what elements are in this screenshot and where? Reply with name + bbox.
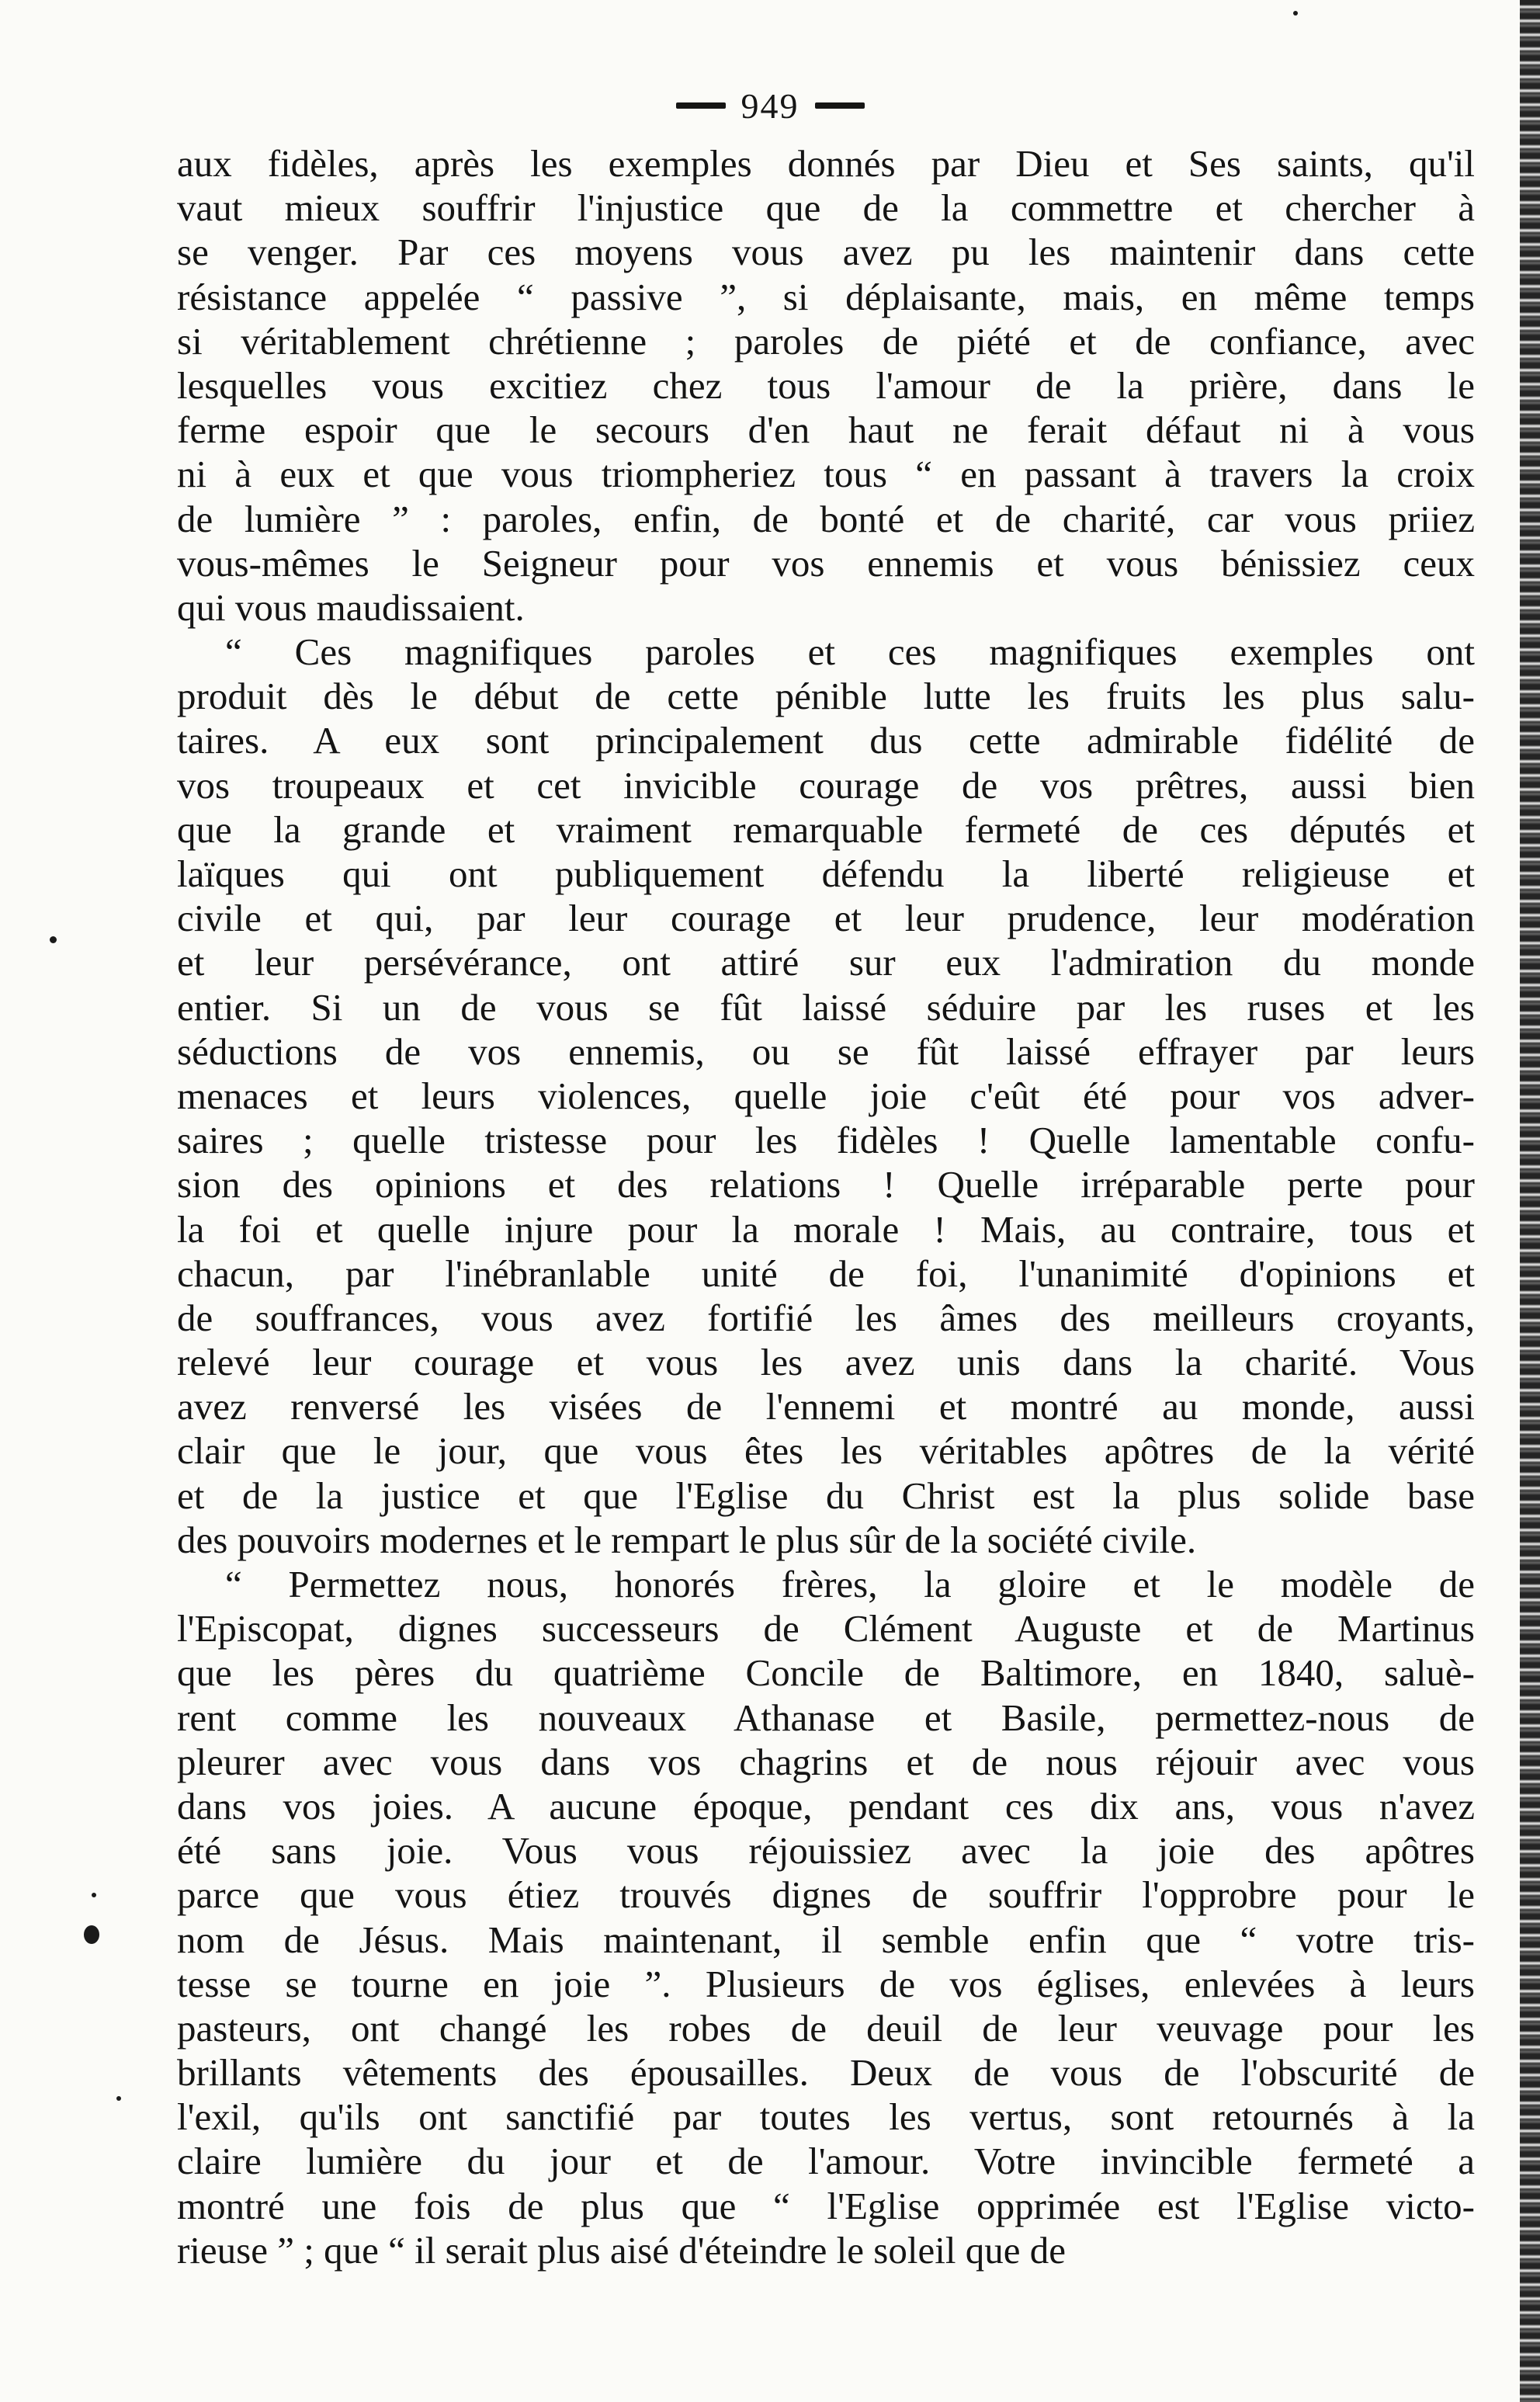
text-line: de souffrances, vous avez fortifié les âmes des meilleurs croyants, <box>177 1296 1475 1339</box>
text-line: la foi et quelle injure pour la morale ! Mais, au contraire, tous et <box>177 1207 1475 1251</box>
text-line: montré une fois de plus que “ l'Eglise opprimée est l'Eglise victo- <box>177 2184 1475 2227</box>
text-line: de lumière ” : paroles, enfin, de bonté et de charité, car vous priiez <box>177 497 1475 540</box>
text-line: avez renversé les visées de l'ennemi et montré au monde, aussi <box>177 1385 1475 1428</box>
text-line: qui vous maudissaient. <box>177 585 525 629</box>
text-line: rent comme les nouveaux Athanase et Basile, permettez-nous de <box>177 1696 1475 1739</box>
ink-speck <box>84 1925 99 1944</box>
text-line: lesquelles vous excitiez chez tous l'amour de la prière, dans le <box>177 363 1475 407</box>
text-line: que la grande et vraiment remarquable fermeté de ces députés et <box>177 807 1475 851</box>
text-line: pleurer avec vous dans vos chagrins et de nous réjouir avec vous <box>177 1740 1475 1783</box>
text-line: et de la justice et que l'Eglise du Christ est la plus solide base <box>177 1473 1475 1517</box>
text-line: relevé leur courage et vous les avez unis dans la charité. Vous <box>177 1341 1475 1384</box>
text-line: clair que le jour, que vous êtes les véritables apôtres de la vérité <box>177 1429 1475 1473</box>
text-line: brillants vêtements des épousailles. Deux de vous de l'obscurité de <box>177 2051 1475 2095</box>
text-line: et leur persévérance, ont attiré sur eux l'admiration du monde <box>177 941 1475 984</box>
text-line: résistance appelée “ passive ”, si déplaisante, mais, en même temps <box>177 275 1475 318</box>
text-line: civile et qui, par leur courage et leur prudence, leur modération <box>177 897 1475 940</box>
ink-speck <box>92 1893 96 1897</box>
text-line: parce que vous étiez trouvés dignes de souffrir l'opprobre pour le <box>177 1873 1475 1917</box>
text-line: séductions de vos ennemis, ou se fût laissé effrayer par leurs <box>177 1029 1475 1073</box>
text-line: vous-mêmes le Seigneur pour vos ennemis et vous bénissiez ceux <box>177 541 1475 585</box>
page-number: 949 <box>741 85 799 126</box>
text-line: rieuse ” ; que “ il serait plus aisé d'éteindre le soleil que de <box>177 2228 1066 2272</box>
page-edge-shadow <box>1520 0 1540 2402</box>
text-line: été sans joie. Vous vous réjouissiez avec la joie des apôtres <box>177 1829 1475 1873</box>
text-line: vaut mieux souffrir l'injustice que de la commettre et chercher à <box>177 186 1475 230</box>
header-rule-right <box>815 102 865 109</box>
text-line: ferme espoir que le secours d'en haut ne ferait défaut ni à vous <box>177 408 1475 452</box>
body-text <box>177 141 1475 2272</box>
text-line: sion des opinions et des relations ! Quelle irréparable perte pour <box>177 1163 1475 1206</box>
text-line: que les pères du quatrième Concile de Baltimore, en 1840, saluè- <box>177 1651 1475 1695</box>
text-line: taires. A eux sont principalement dus cette admirable fidélité de <box>177 719 1475 762</box>
text-line: claire lumière du jour et de l'amour. Votre invincible fermeté a <box>177 2140 1475 2183</box>
text-line: saires ; quelle tristesse pour les fidèles ! Quelle lamentable confu- <box>177 1119 1475 1162</box>
text-line: nom de Jésus. Mais maintenant, il semble enfin que “ votre tris- <box>177 1918 1475 1961</box>
header-rule-left <box>676 102 726 109</box>
text-line: “ Permettez nous, honorés frères, la gloire et le modèle de <box>225 1563 1475 1605</box>
text-line: vos troupeaux et cet invicible courage de vos prêtres, aussi bien <box>177 763 1475 807</box>
ink-speck <box>1293 11 1298 16</box>
text-line: produit dès le début de cette pénible lutte les fruits les plus salu- <box>177 675 1475 718</box>
text-line: se venger. Par ces moyens vous avez pu les maintenir dans cette <box>177 231 1475 274</box>
text-line: laïques qui ont publiquement défendu la liberté religieuse et <box>177 852 1475 895</box>
text-line: dans vos joies. A aucune époque, pendant ces dix ans, vous n'avez <box>177 1784 1475 1828</box>
text-line: l'exil, qu'ils ont sanctifié par toutes les vertus, sont retournés à la <box>177 2095 1475 2139</box>
text-line: si véritablement chrétienne ; paroles de piété et de confiance, avec <box>177 319 1475 363</box>
text-line: pasteurs, ont changé les robes de deuil de leur veuvage pour les <box>177 2006 1475 2050</box>
text-line: entier. Si un de vous se fût laissé séduire par les ruses et les <box>177 985 1475 1029</box>
text-line: aux fidèles, après les exemples donnés par Dieu et Ses saints, qu'il <box>177 142 1475 185</box>
page-header <box>0 82 1540 129</box>
ink-speck <box>116 2096 121 2101</box>
text-line: ni à eux et que vous triompheriez tous “ en passant à travers la croix <box>177 453 1475 496</box>
text-line: tesse se tourne en joie ”. Plusieurs de vos églises, enlevées à leurs <box>177 1962 1475 2005</box>
text-line: menaces et leurs violences, quelle joie c'eût été pour vos adver- <box>177 1074 1475 1117</box>
ink-speck <box>50 936 57 943</box>
text-line: l'Episcopat, dignes successeurs de Clément Auguste et de Martinus <box>177 1607 1475 1651</box>
text-line: chacun, par l'inébranlable unité de foi, l'unanimité d'opinions et <box>177 1251 1475 1295</box>
text-line: “ Ces magnifiques paroles et ces magnifiques exemples ont <box>225 630 1475 674</box>
text-line: des pouvoirs modernes et le rempart le plus sûr de la société civile. <box>177 1518 1197 1561</box>
